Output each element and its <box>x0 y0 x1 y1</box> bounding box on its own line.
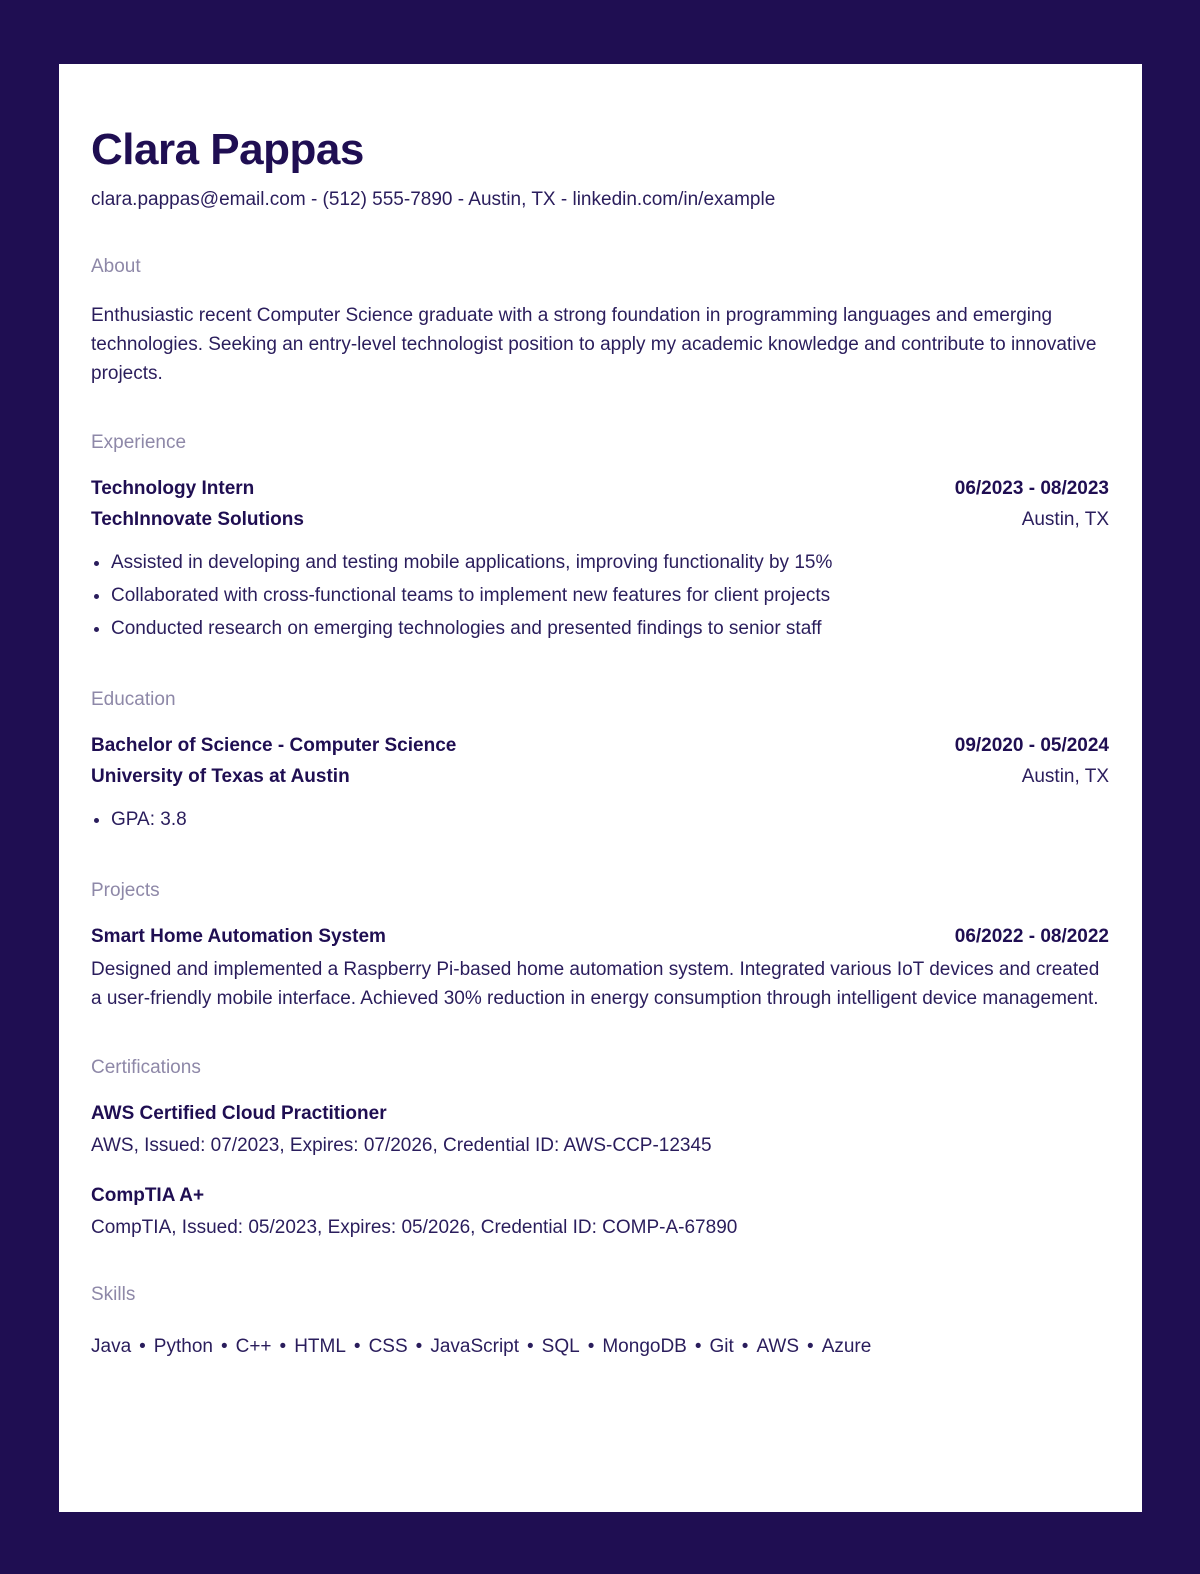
experience-bullets <box>91 546 1109 645</box>
certification-detail: CompTIA, Issued: 05/2023, Expires: 05/2026, Credential ID: COMP-A-67890 <box>91 1217 738 1238</box>
candidate-name: Clara Pappas <box>91 125 364 174</box>
education-degree: Bachelor of Science - Computer Science <box>91 735 457 756</box>
education-sub-row <box>91 765 1109 789</box>
skill-item: JavaScript <box>430 1336 520 1357</box>
experience-company: TechInnovate Solutions <box>91 509 304 530</box>
project-entry <box>91 925 1109 1013</box>
skill-separator: • <box>741 1336 749 1357</box>
education-entry <box>91 734 1109 836</box>
skill-item: MongoDB <box>602 1336 687 1357</box>
section-title-projects: Projects <box>91 880 160 901</box>
skill-separator: • <box>415 1336 423 1357</box>
project-dates: 06/2022 - 08/2022 <box>954 926 1109 947</box>
experience-sub-row <box>91 508 1109 532</box>
skill-item: HTML <box>294 1336 346 1357</box>
education-location: Austin, TX <box>1021 766 1109 787</box>
education-header-row <box>91 734 1109 758</box>
skill-separator: • <box>139 1336 146 1357</box>
list-item: • Conducted research on emerging technologies and presented findings to senior staff <box>111 612 1109 645</box>
section-title-certifications: Certifications <box>91 1057 201 1078</box>
skill-item: AWS <box>756 1336 800 1357</box>
section-title-experience: Experience <box>91 432 187 453</box>
certification-entry <box>91 1102 1109 1158</box>
education-dates: 09/2020 - 05/2024 <box>954 735 1109 756</box>
education-bullets <box>91 803 1109 836</box>
certification-detail: AWS, Issued: 07/2023, Expires: 07/2026, Credential ID: AWS-CCP-12345 <box>91 1135 712 1156</box>
project-name: Smart Home Automation System <box>91 926 386 947</box>
certification-name: AWS Certified Cloud Practitioner <box>91 1103 387 1124</box>
skill-separator: • <box>807 1336 814 1357</box>
experience-dates: 06/2023 - 08/2023 <box>954 478 1109 499</box>
skill-item: Python <box>153 1336 213 1357</box>
about-text: Enthusiastic recent Computer Science graduate with a strong foundation in programming languages and emerging technologies. Seeking an entry-level technologist position to apply my academic knowledge and contribute to innovative projects. <box>91 305 1097 384</box>
section-title-about: About <box>91 256 141 277</box>
experience-header-row <box>91 477 1109 501</box>
experience-entry <box>91 477 1109 645</box>
contact-line: clara.pappas@email.com - (512) 555-7890 - Austin, TX - linkedin.com/in/example <box>91 189 776 210</box>
list-item: • GPA: 3.8 <box>111 803 1109 836</box>
certification-name: CompTIA A+ <box>91 1185 205 1206</box>
skill-item: Java <box>91 1336 132 1357</box>
skill-item: Azure <box>821 1336 872 1357</box>
list-item: • Assisted in developing and testing mobile applications, improving functionality by 15% <box>111 546 1109 579</box>
education-school: University of Texas at Austin <box>91 766 350 787</box>
skill-separator: • <box>279 1336 287 1357</box>
project-header-row <box>91 925 1109 949</box>
certification-entry <box>91 1184 1109 1240</box>
skill-item: C++ <box>235 1336 272 1357</box>
skill-separator: • <box>220 1336 228 1357</box>
skill-item: Git <box>709 1336 734 1357</box>
list-item: • Collaborated with cross-functional teams to implement new features for client projects <box>111 579 1109 612</box>
skill-separator: • <box>527 1336 534 1357</box>
experience-location: Austin, TX <box>1021 509 1109 530</box>
project-description: Designed and implemented a Raspberry Pi-based home automation system. Integrated various IoT devices and created a user-friendly mobile interface. Achieved 30% reduction in energy consumption through intelligent device management. <box>91 959 1100 1009</box>
skill-item: CSS <box>368 1336 408 1357</box>
skill-separator: • <box>353 1336 361 1357</box>
section-title-skills: Skills <box>91 1284 136 1305</box>
resume-page <box>59 64 1142 1512</box>
skills-list <box>91 1335 1109 1359</box>
skill-separator: • <box>694 1336 702 1357</box>
skill-item: SQL <box>541 1336 580 1357</box>
skill-separator: • <box>587 1336 595 1357</box>
section-title-education: Education <box>91 689 176 710</box>
experience-role: Technology Intern <box>91 478 255 499</box>
